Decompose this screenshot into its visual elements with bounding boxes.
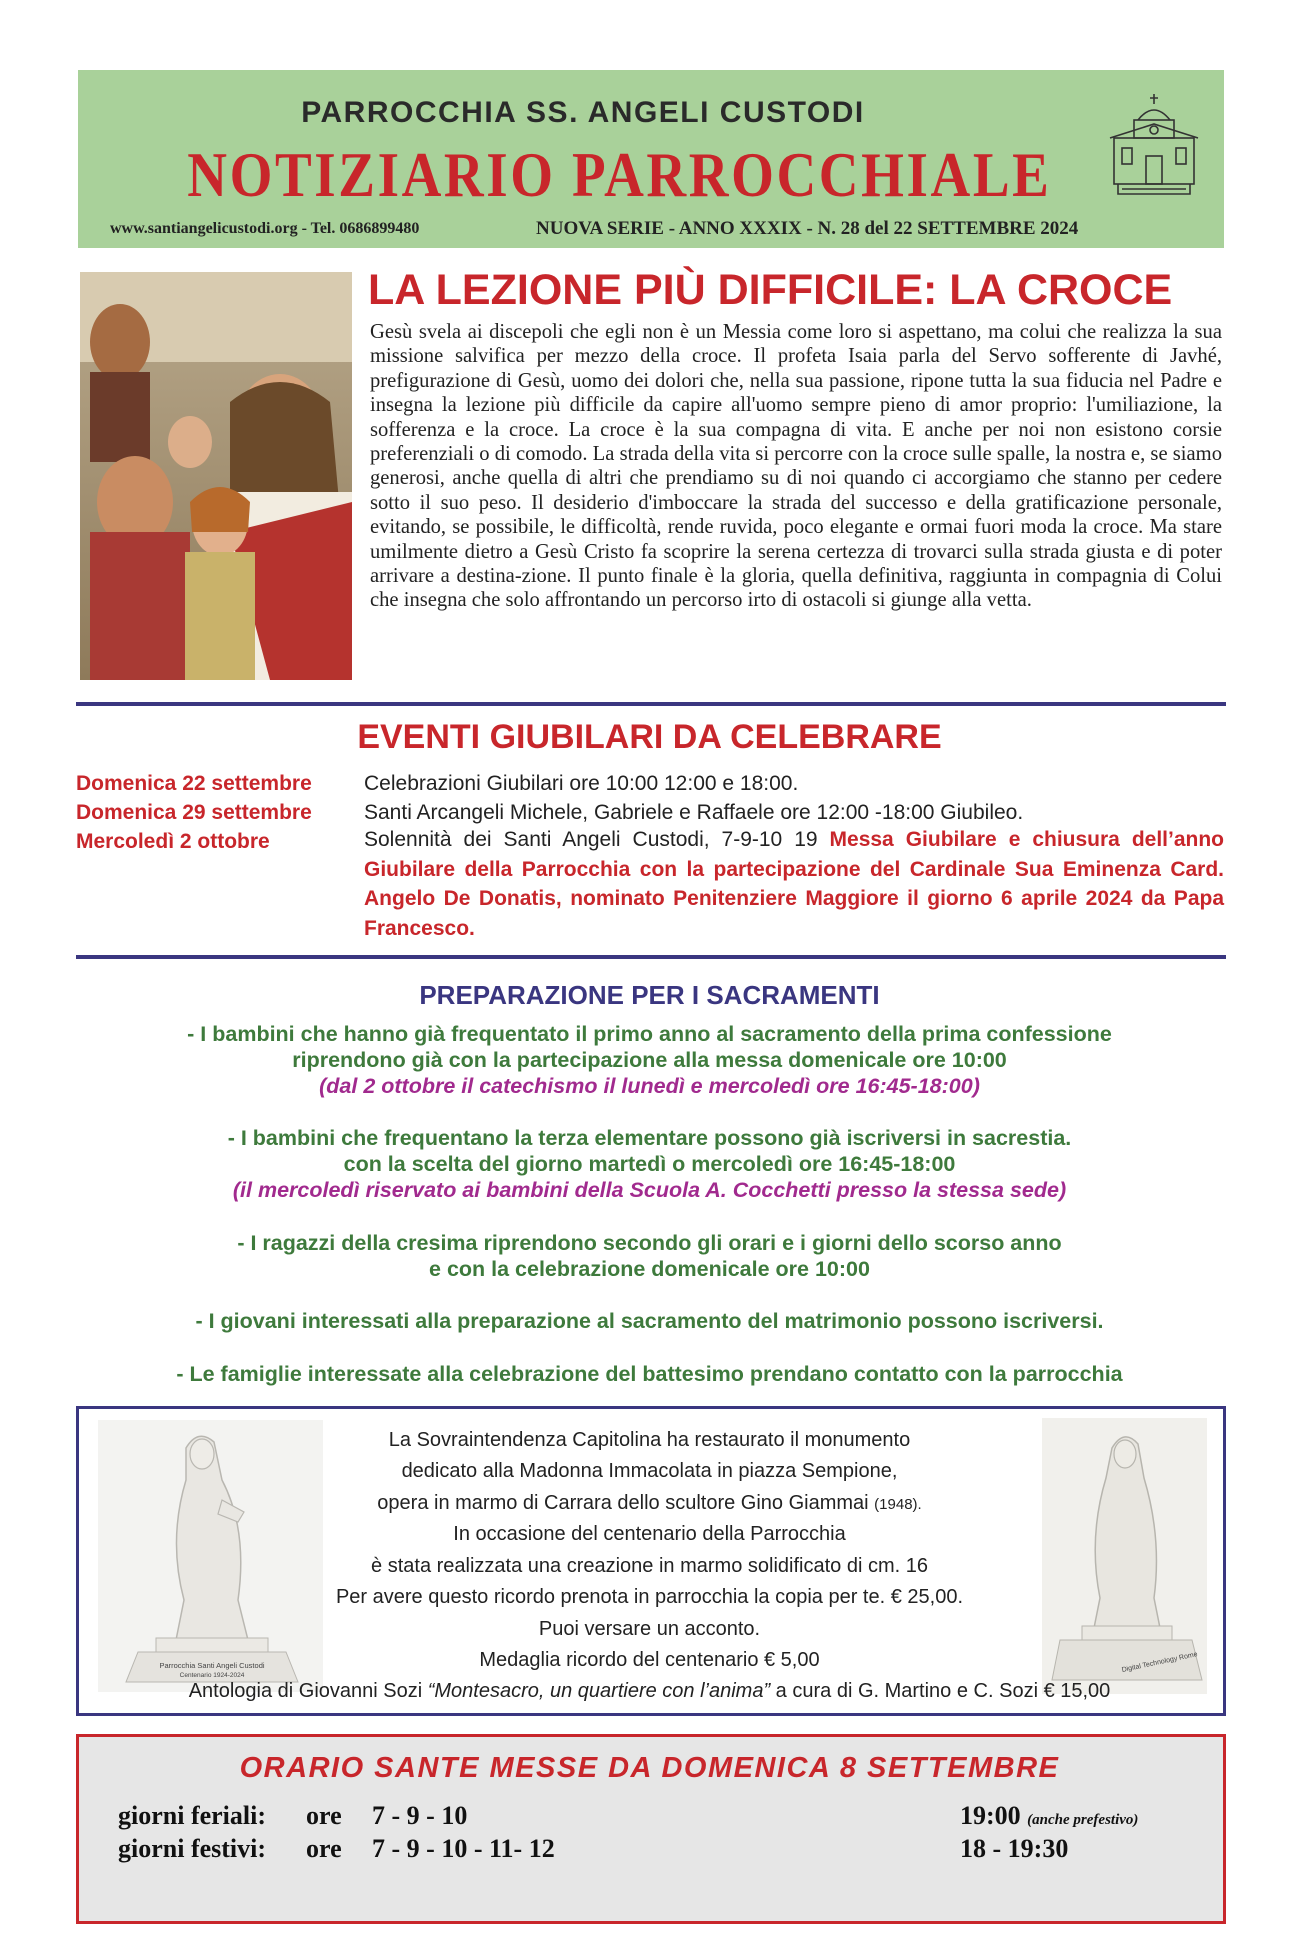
statue-line: dedicato alla Madonna Immacolata in piazza Sempione, [401,1460,898,1482]
holiday-times: 7 - 9 - 10 - 11- 12 [372,1834,555,1863]
sacrament-line: - Le famiglie interessate alla celebrazione del battesimo prendano contatto con la parrocchia [176,1362,1123,1386]
sacrament-line: - I bambini che frequentano la terza elementare possono già iscriversi in sacrestia. [227,1126,1072,1150]
sacrament-note: (dal 2 ottobre il catechismo il lunedì e mercoledì ore 16:45-18:00) [319,1074,980,1098]
jesus-with-children-painting [80,272,352,680]
weekday-evening-row [960,1801,1138,1831]
event-date: Domenica 29 settembre [76,801,312,824]
anthology-post: a cura di G. Martino e C. Sozi € 15,00 [770,1680,1111,1702]
sacrament-note: (il mercoledì riservato ai bambini della Scuola A. Cocchetti presso la stessa sede) [232,1178,1067,1202]
statue-line: opera in marmo di Carrara dello scultore Gino Giammai [377,1492,869,1514]
statue-line: In occasione del centenario della Parrocchia [453,1523,846,1545]
masthead [78,70,1224,248]
weekday-evening: 19:00 [960,1801,1021,1830]
mass-schedule-title: ORARIO SANTE MESSE DA DOMENICA 8 SETTEMBRE [239,1752,1060,1784]
website-phone: www.santiangelicustodi.org - Tel. 0686899480 [110,220,420,237]
event-text: Santi Arcangeli Michele, Gabriele e Raffaele ore 12:00 -18:00 Giubileo. [364,801,1024,824]
issue-info: NUOVA SERIE - ANNO XXXIX - N. 28 del 22 SETTEMBRE 2024 [536,218,1079,239]
sacrament-line: riprendono già con la partecipazione alla messa domenicale ore 10:00 [292,1048,1007,1072]
statue-line: è stata realizzata una creazione in marmo solidificato di cm. 16 [371,1555,928,1577]
anthology-line [0,1676,1299,1708]
event-text-long [364,825,1224,943]
event-date: Mercoledì 2 ottobre [76,830,270,853]
statue-line: Medaglia ricordo del centenario € 5,00 [479,1649,820,1671]
event-text: Celebrazioni Giubilari ore 10:00 12:00 e 18:00. [364,772,799,795]
statue-line-row [0,1488,1299,1521]
sacrament-line: - I ragazzi della cresima riprendono secondo gli orari e i giorni dello scorso anno [237,1231,1062,1255]
plaque-right-text: Digital Technology Rome [1121,1651,1199,1674]
event-text: Solennità dei Santi Angeli Custodi, 7-9-10 19 [364,828,830,851]
event-date: Domenica 22 settembre [76,772,312,795]
weekday-times: 7 - 9 - 10 [372,1801,468,1830]
weekday-ore: ore [306,1801,342,1830]
events-title: EVENTI GIUBILARI DA CELEBRARE [357,718,942,756]
lead-article-title: LA LEZIONE PIÙ DIFFICILE: LA CROCE [368,266,1173,314]
sacrament-line: - I bambini che hanno già frequentato il primo anno al sacramento della prima confessione [187,1022,1112,1046]
divider [76,702,1226,706]
holiday-evening: 18 - 19:30 [960,1834,1069,1863]
anthology-pre: Antologia di Giovanni Sozi [188,1680,428,1702]
sacrament-line: - I giovani interessati alla preparazione al sacramento del matrimonio possono iscriversi. [195,1309,1104,1333]
holiday-label: giorni festivi: [118,1834,267,1863]
lead-article-body: Gesù svela ai discepoli che egli non è un Messia come loro si aspettano, ma colui che realizza la sua missione salvifica per mezzo della croce. Il profeta Isaia parla del Servo sofferente di Javhé, prefigurazione di Gesù, uomo dei dolori che, nella sua passione, ripone tutta la sua fiducia nel Padre e insegna la lezione più difficile da capire all'uomo sempre pieno di amor proprio: l'umiliazione, la sofferenza e la croce. La croce è la sua compagna di vita. E anche per noi non esistono corsie preferenziali o di comodo. La strada della vita si percorre con la croce sulle spalle, la nostra e, se siamo generosi, anche quella di altri che prendiamo su di noi quando ci accorgiamo che stanno per cedere sotto il suo peso. Il desiderio d'imboccare la strada del successo e della gratificazione personale, evitando, se possibile, le difficoltà, rende ruvida, poco elegante e ormai fuori moda la croce. Ma stare umilmente dietro a Gesù Cristo fa scoprire la serena certezza di trovarci sulla strada giusta e di poter arrivare a destina-zione. Il punto finale è la gloria, quella definitiva, raggiunta in compagnia di Colui che insegna che solo affrontando un percorso irto di ostacoli si giunge alla vetta. [370,321,1222,612]
church-illustration-icon [1104,90,1204,200]
statue-line: La Sovraintendenza Capitolina ha restaurato il monumento [388,1429,911,1451]
holiday-ore: ore [306,1834,342,1863]
sacraments-title: PREPARAZIONE PER I SACRAMENTI [419,980,880,1010]
statue-line: Puoi versare un acconto. [538,1618,761,1640]
newsletter-title: NOTIZIARIO PARROCCHIALE [187,139,1052,210]
plaque-left-subtext: Centenario 1924-2024 [179,1672,245,1679]
weekday-label: giorni feriali: [118,1801,267,1830]
weekday-note: (anche prefestivo) [1027,1812,1139,1828]
statue-line: Per avere questo ricordo prenota in parrocchia la copia per te. € 25,00. [335,1586,964,1608]
statue-year: (1948). [874,1496,922,1513]
sacrament-line: con la scelta del giorno martedì o mercoledì ore 16:45-18:00 [343,1152,956,1176]
plaque-left-text: Parrocchia Santi Angeli Custodi [159,1661,265,1670]
anthology-title: “Montesacro, un quartiere con l’anima” [427,1680,771,1702]
sacrament-note-row [0,1073,1299,1099]
parish-name: PARROCCHIA SS. ANGELI CUSTODI [301,96,865,129]
sacrament-note-row [0,1177,1299,1203]
sacrament-line: e con la celebrazione domenicale ore 10:00 [429,1257,870,1281]
divider [76,955,1226,959]
event-highlight: Messa Giubilare e chiusura dell’anno Giubilare della Parrocchia con la partecipazione del Cardinale Sua Eminenza Card. Angelo De Donatis, nominato Penitenziere Maggiore il giorno 6 aprile 2024 da Papa Francesco. [364,828,1224,940]
